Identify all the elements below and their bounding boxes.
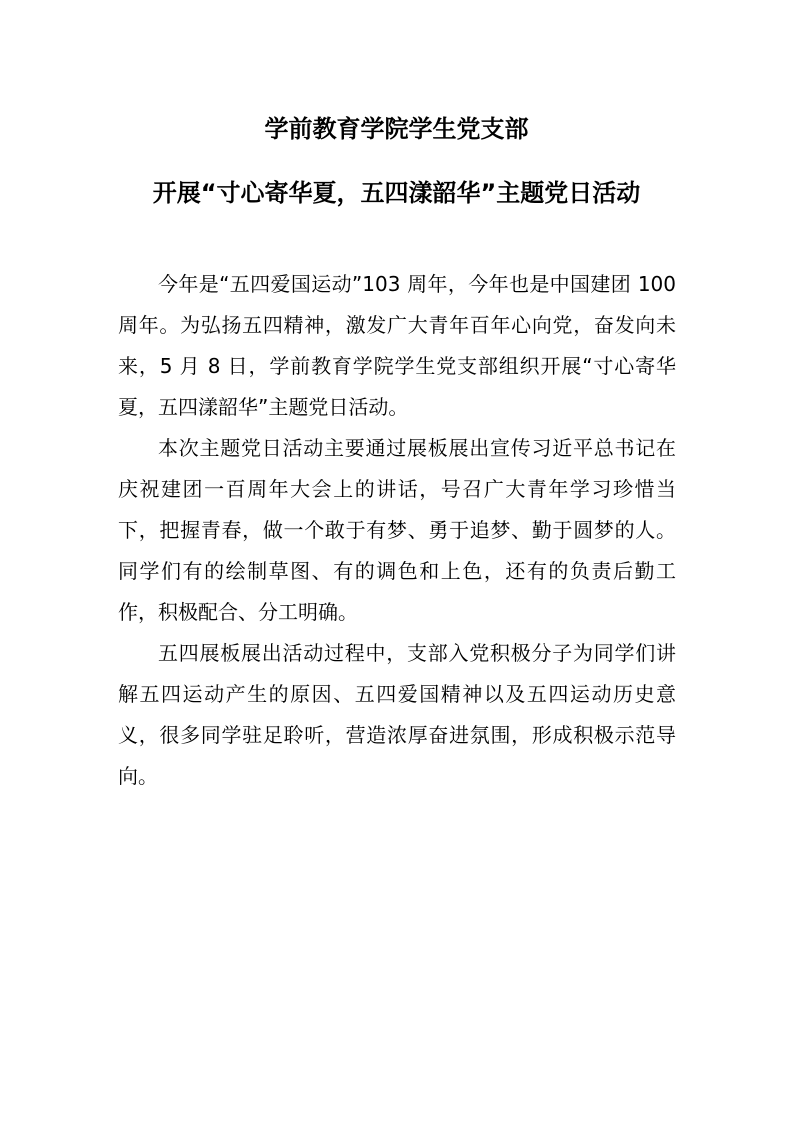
paragraph-1: 今年是“五四爱国运动”103 周年，今年也是中国建团 100 周年。为弘扬五四精神，激发广大青年百年心向党，奋发向未来，5 月 8 日，学前教育学院学生党支部组织开展“寸心寄华夏，五四漾韶华”主题党日活动。 xyxy=(118,272,676,419)
document-body xyxy=(118,264,676,797)
document-title-line-2: 开展“寸心寄华夏，五四漾韶华”主题党日活动 xyxy=(152,179,641,207)
paragraph-3: 五四展板展出活动过程中，支部入党积极分子为同学们讲解五四运动产生的原因、五四爱国精神以及五四运动历史意义，很多同学驻足聆听，营造浓厚奋进氛围，形成积极示范导向。 xyxy=(118,641,676,788)
paragraph-2: 本次主题党日活动主要通过展板展出宣传习近平总书记在庆祝建团一百周年大会上的讲话，号召广大青年学习珍惜当下，把握青春，做一个敢于有梦、勇于追梦、勤于圆梦的人。同学们有的绘制草图、有的调色和上色，还有的负责后勤工作，积极配合、分工明确。 xyxy=(118,436,676,624)
document-title-line-1: 学前教育学院学生党支部 xyxy=(264,115,529,143)
